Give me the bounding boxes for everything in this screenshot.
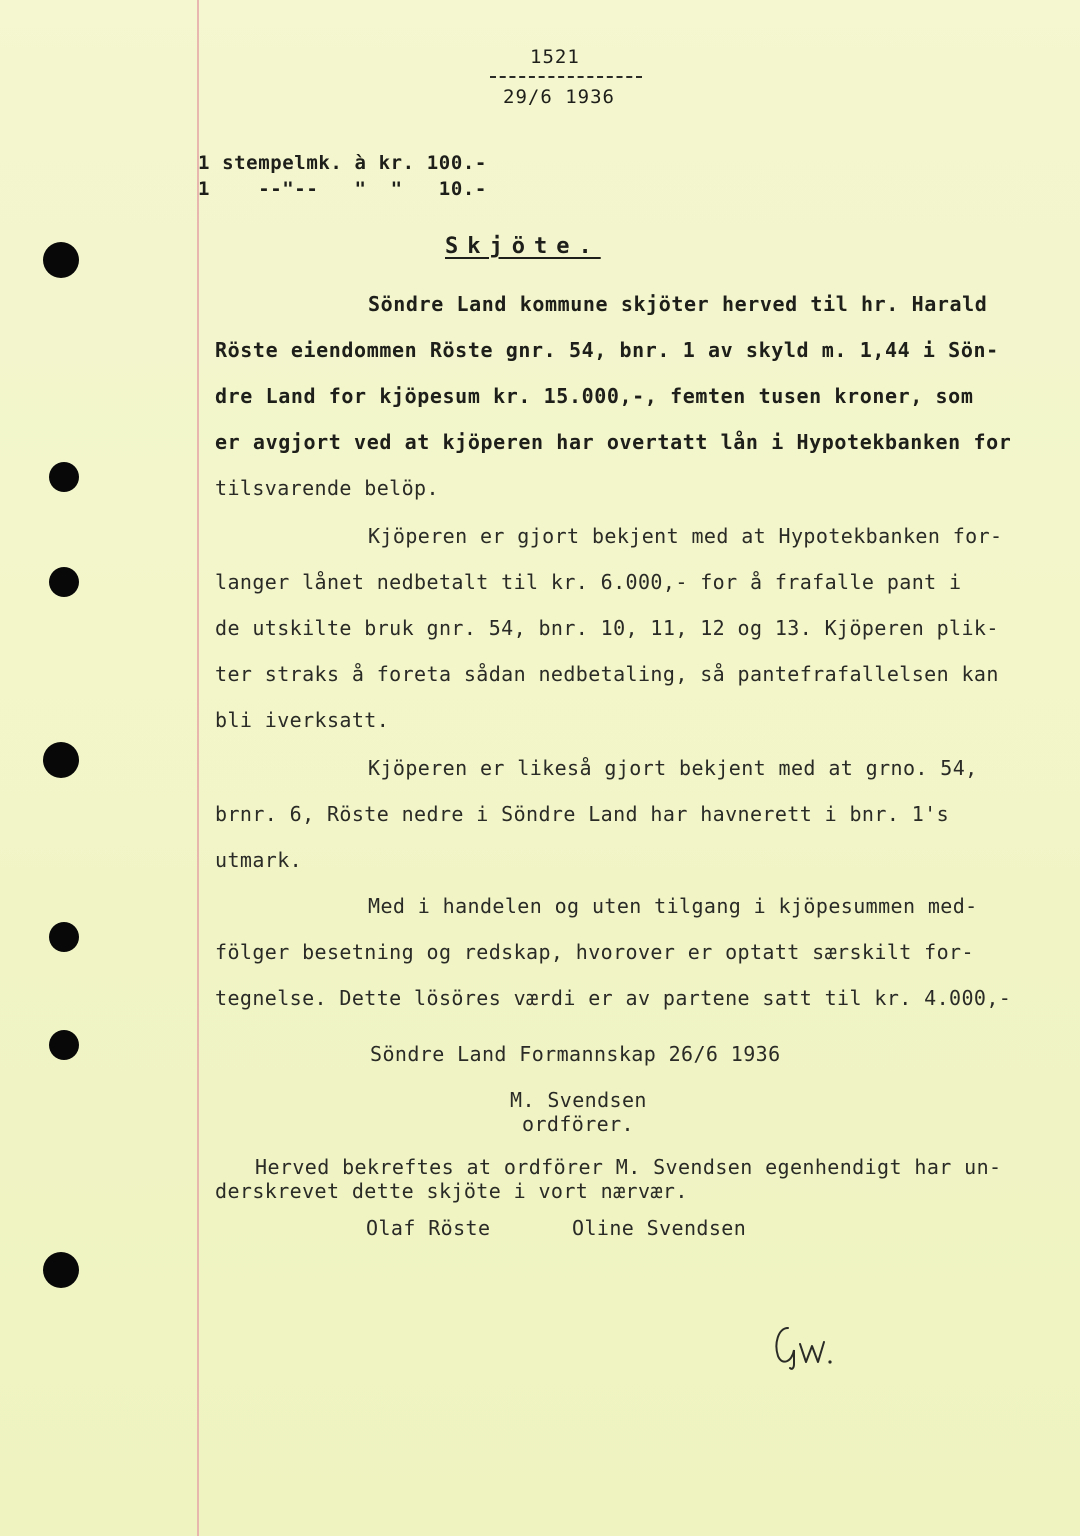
- punch-hole: [49, 462, 79, 492]
- body-line: brnr. 6, Röste nedre i Söndre Land har havnerett i bnr. 1's: [215, 802, 950, 826]
- body-line: Söndre Land kommune skjöter herved til hr. Harald: [368, 292, 988, 316]
- body-line: langer lånet nedbetalt til kr. 6.000,- for å frafalle pant i: [215, 570, 962, 594]
- stamp-line: 1 --"-- " " 10.-: [198, 178, 487, 200]
- document-title: Skjöte.: [445, 234, 601, 259]
- signer-name: M. Svendsen: [510, 1088, 647, 1112]
- witness-line: Herved bekreftes at ordförer M. Svendsen egenhendigt har un-: [255, 1155, 1002, 1179]
- punch-hole: [49, 922, 79, 952]
- signer-title: ordförer.: [522, 1112, 634, 1136]
- body-line: Kjöperen er gjort bekjent med at Hypotekbanken for-: [368, 524, 1003, 548]
- body-line: utmark.: [215, 848, 303, 872]
- body-line: Kjöperen er likeså gjort bekjent med at grno. 54,: [368, 756, 978, 780]
- punch-hole: [43, 1252, 79, 1288]
- body-line: ter straks å foreta sådan nedbetaling, så pantefrafallelsen kan: [215, 662, 999, 686]
- witness-name: Oline Svendsen: [572, 1216, 747, 1240]
- body-line: dre Land for kjöpesum kr. 15.000,-, femten tusen kroner, som: [215, 384, 974, 408]
- body-line: er avgjort ved at kjöperen har overtatt lån i Hypotekbanken for: [215, 430, 1012, 454]
- body-line: Med i handelen og uten tilgang i kjöpesummen med-: [368, 894, 978, 918]
- place-date: Söndre Land Formannskap 26/6 1936: [370, 1042, 781, 1066]
- handwritten-initials: [770, 1320, 840, 1370]
- stamp-line: 1 stempelmk. à kr. 100.-: [198, 152, 487, 174]
- body-line: de utskilte bruk gnr. 54, bnr. 10, 11, 12 og 13. Kjöperen plik-: [215, 616, 999, 640]
- header-divider: [490, 76, 642, 78]
- punch-hole: [49, 567, 79, 597]
- punch-hole: [49, 1030, 79, 1060]
- page-number: 1521: [530, 46, 580, 68]
- body-line: fölger besetning og redskap, hvorover er optatt særskilt for-: [215, 940, 974, 964]
- body-line: Röste eiendommen Röste gnr. 54, bnr. 1 av skyld m. 1,44 i Sön-: [215, 338, 999, 362]
- punch-hole: [43, 242, 79, 278]
- witness-name: Olaf Röste: [366, 1216, 491, 1240]
- body-line: tilsvarende belöp.: [215, 476, 439, 500]
- body-line: tegnelse. Dette lösöres værdi er av partene satt til kr. 4.000,-: [215, 986, 1012, 1010]
- body-line: bli iverksatt.: [215, 708, 390, 732]
- witness-line: derskrevet dette skjöte i vort nærvær.: [215, 1179, 688, 1203]
- header-date: 29/6 1936: [503, 86, 615, 108]
- margin-rule: [197, 0, 199, 1536]
- punch-hole: [43, 742, 79, 778]
